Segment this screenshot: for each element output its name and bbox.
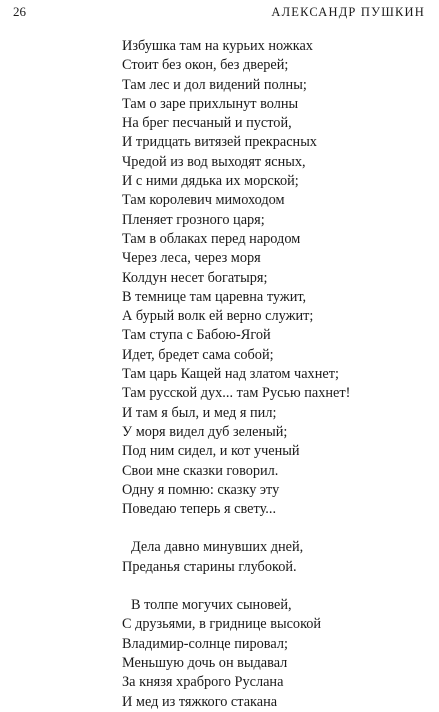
- verse-line: И мед из тяжкого стакана: [122, 693, 278, 710]
- verse-line: Под ним сидел, и кот ученый: [122, 443, 300, 460]
- verse-line: В темнице там царевна тужит,: [122, 288, 307, 305]
- verse-line: Колдун несет богатыря;: [122, 269, 268, 286]
- verse-line: Стоит без окон, без дверей;: [122, 57, 289, 74]
- poem-text: [122, 37, 422, 712]
- verse-line: Чредой из вод выходят ясных,: [122, 153, 306, 170]
- verse-line: Там лес и дол видений полны;: [122, 76, 307, 93]
- verse-line: Одну я помню: сказку эту: [122, 481, 280, 498]
- verse-line: Через леса, через моря: [122, 250, 261, 267]
- verse-line: Пленяет грозного царя;: [122, 211, 265, 228]
- verse-line: Избушка там на курьих ножках: [122, 38, 313, 54]
- verse-line: За князя храброго Руслана: [122, 674, 284, 691]
- verse-line: И там я был, и мед я пил;: [122, 404, 277, 421]
- stanza-3: [122, 596, 422, 712]
- verse-line: И с ними дядька их морской;: [122, 173, 299, 190]
- verse-line: Там в облаках перед народом: [122, 230, 301, 247]
- verse-line: Свои мне сказки говорил.: [122, 462, 279, 479]
- verse-line: Идет, бредет сама собой;: [122, 346, 274, 363]
- verse-line: Поведаю теперь я свету...: [122, 501, 277, 518]
- verse-line: У моря видел дуб зеленый;: [122, 423, 288, 440]
- verse-line: В толпе могучих сыновей,: [131, 597, 292, 614]
- running-title: АЛЕКСАНДР ПУШКИН: [271, 5, 425, 19]
- verse-line: А бурый волк ей верно служит;: [122, 308, 314, 325]
- verse-line: С друзьями, в гриднице высокой: [122, 616, 322, 633]
- verse-line: Преданья старины глубокой.: [122, 558, 297, 575]
- verse-line: Там русской дух... там Русью пахнет!: [122, 385, 351, 402]
- verse-line: Владимир-солнце пировал;: [122, 635, 288, 652]
- verse-line: Там царь Кащей над златом чахнет;: [122, 366, 339, 383]
- verse-line: Дела давно минувших дней,: [131, 539, 304, 556]
- verse-line: На брег песчаный и пустой,: [122, 115, 292, 132]
- stanza-1: [122, 37, 422, 519]
- verse-line: Там королевич мимоходом: [122, 192, 285, 209]
- verse-line: Меньшую дочь он выдавал: [122, 654, 288, 671]
- verse-line: Там о заре прихлынут волны: [122, 95, 299, 112]
- page-number: 26: [13, 4, 26, 19]
- verse-line: Там ступа с Бабою-Ягой: [122, 327, 271, 344]
- stanza-2: [122, 538, 422, 577]
- verse-line: И тридцать витязей прекрасных: [122, 134, 317, 151]
